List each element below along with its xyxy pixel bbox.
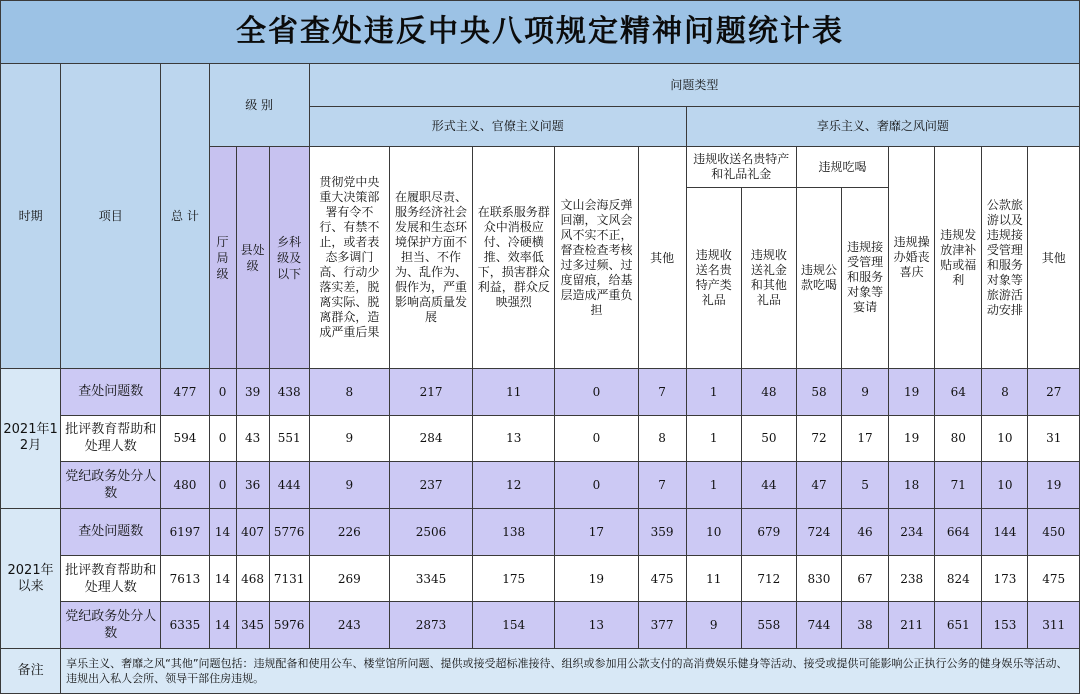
row-label: 查处问题数 [61,509,161,556]
table-cell: 377 [638,602,686,649]
table-cell: 50 [741,415,796,462]
table-cell: 67 [842,555,889,602]
table-cell: 13 [555,602,638,649]
header-gift-group: 违规收送名贵特产和礼品礼金 [686,147,796,188]
table-cell: 1 [686,462,741,509]
table-cell: 679 [741,509,796,556]
table-cell: 450 [1028,509,1080,556]
table-cell: 19 [889,415,935,462]
header-level-ting: 厅局级 [209,147,236,369]
table-cell: 10 [982,415,1028,462]
header-wedding: 违规操办婚丧喜庆 [889,147,935,369]
table-cell: 311 [1028,602,1080,649]
table-cell: 6335 [161,602,209,649]
table-cell: 43 [236,415,269,462]
header-level-xian: 县处级 [236,147,269,369]
table-cell: 0 [209,462,236,509]
table-cell: 243 [309,602,389,649]
header-formalism-other: 其他 [638,147,686,369]
table-cell: 1 [686,368,741,415]
table-cell: 477 [161,368,209,415]
table-cell: 80 [935,415,982,462]
header-period: 时期 [1,64,61,369]
header-hedonism-other: 其他 [1028,147,1080,369]
table-cell: 551 [269,415,309,462]
table-cell: 475 [1028,555,1080,602]
table-cell: 744 [796,602,841,649]
header-formalism-1: 贯彻党中央重大决策部署有令不行、有禁不止，或者表态多调门高、行动少落实差，脱离实际、脱离群众，造成严重后果 [309,147,389,369]
header-formalism-2: 在履职尽责、服务经济社会发展和生态环境保护方面不担当、不作为、乱作为、假作为，严重影响高质量发展 [389,147,472,369]
table-cell: 407 [236,509,269,556]
table-cell: 58 [796,368,841,415]
row-label: 查处问题数 [61,368,161,415]
table-cell: 1 [686,415,741,462]
table-cell: 14 [209,509,236,556]
table-cell: 438 [269,368,309,415]
period-label: 2021年以来 [1,509,61,649]
table-cell: 14 [209,602,236,649]
table-cell: 9 [686,602,741,649]
table-cell: 19 [555,555,638,602]
table-cell: 8 [982,368,1028,415]
table-cell: 138 [473,509,555,556]
note-label: 备注 [1,649,61,694]
row-label: 党纪政务处分人数 [61,462,161,509]
header-problem-type: 问题类型 [309,64,1079,107]
header-formalism-4: 文山会海反弹回潮，文风会风不实不正，督查检查考核过多过频、过度留痕，给基层造成严重负担 [555,147,638,369]
table-cell: 9 [309,462,389,509]
table-cell: 284 [389,415,472,462]
table-cell: 2506 [389,509,472,556]
header-travel: 公款旅游以及违规接受管理和服务对象等旅游活动安排 [982,147,1028,369]
table-cell: 144 [982,509,1028,556]
page-title: 全省查处违反中央八项规定精神问题统计表 [1,1,1080,64]
header-subsidy: 违规发放津补贴或福利 [935,147,982,369]
header-eat-1: 违规公款吃喝 [796,187,841,368]
header-total: 总 计 [161,64,209,369]
table-cell: 9 [842,368,889,415]
table-cell: 5776 [269,509,309,556]
table-cell: 651 [935,602,982,649]
table-cell: 154 [473,602,555,649]
table-cell: 359 [638,509,686,556]
table-cell: 724 [796,509,841,556]
table-cell: 824 [935,555,982,602]
table-cell: 594 [161,415,209,462]
header-level-xiang: 乡科级及以下 [269,147,309,369]
table-cell: 0 [209,368,236,415]
table-cell: 558 [741,602,796,649]
table-cell: 8 [309,368,389,415]
table-cell: 475 [638,555,686,602]
table-cell: 0 [555,415,638,462]
table-cell: 444 [269,462,309,509]
table-cell: 18 [889,462,935,509]
table-cell: 345 [236,602,269,649]
table-cell: 48 [741,368,796,415]
table-cell: 238 [889,555,935,602]
table-cell: 36 [236,462,269,509]
table-cell: 5976 [269,602,309,649]
table-cell: 47 [796,462,841,509]
table-cell: 2873 [389,602,472,649]
table-cell: 830 [796,555,841,602]
header-hedonism: 享乐主义、奢靡之风问题 [686,106,1079,147]
table-cell: 39 [236,368,269,415]
table-cell: 480 [161,462,209,509]
header-eat-2: 违规接受管理和服务对象等宴请 [842,187,889,368]
table-cell: 269 [309,555,389,602]
table-cell: 226 [309,509,389,556]
table-cell: 10 [982,462,1028,509]
table-cell: 217 [389,368,472,415]
table-cell: 8 [638,415,686,462]
header-item: 项目 [61,64,161,369]
table-cell: 3345 [389,555,472,602]
table-cell: 7131 [269,555,309,602]
table-cell: 173 [982,555,1028,602]
table-cell: 0 [555,462,638,509]
table-cell: 72 [796,415,841,462]
table-cell: 19 [1028,462,1080,509]
table-cell: 5 [842,462,889,509]
period-label: 2021年12月 [1,368,61,508]
header-formalism-3: 在联系服务群众中消极应付、冷硬横推、效率低下，损害群众利益，群众反映强烈 [473,147,555,369]
table-cell: 7 [638,368,686,415]
table-cell: 234 [889,509,935,556]
table-cell: 13 [473,415,555,462]
table-cell: 0 [209,415,236,462]
header-eat-group: 违规吃喝 [796,147,888,188]
table-cell: 38 [842,602,889,649]
table-cell: 7613 [161,555,209,602]
table-cell: 11 [473,368,555,415]
table-cell: 0 [555,368,638,415]
table-cell: 17 [555,509,638,556]
header-gift-1: 违规收送名贵特产类礼品 [686,187,741,368]
table-cell: 11 [686,555,741,602]
table-cell: 46 [842,509,889,556]
row-label: 批评教育帮助和处理人数 [61,415,161,462]
row-label: 批评教育帮助和处理人数 [61,555,161,602]
table-cell: 7 [638,462,686,509]
table-cell: 19 [889,368,935,415]
row-label: 党纪政务处分人数 [61,602,161,649]
table-cell: 9 [309,415,389,462]
table-cell: 31 [1028,415,1080,462]
table-cell: 6197 [161,509,209,556]
table-cell: 64 [935,368,982,415]
header-formalism: 形式主义、官僚主义问题 [309,106,686,147]
table-cell: 237 [389,462,472,509]
table-cell: 712 [741,555,796,602]
table-cell: 27 [1028,368,1080,415]
table-cell: 211 [889,602,935,649]
table-cell: 71 [935,462,982,509]
table-cell: 153 [982,602,1028,649]
header-gift-2: 违规收送礼金和其他礼品 [741,187,796,368]
note-text: 享乐主义、奢靡之风“其他”问题包括：违规配备和使用公车、楼堂馆所问题、提供或接受超标准接待、组织或参加用公款支付的高消费娱乐健身等活动、接受或提供可能影响公正执行公务的健身娱乐等活动、违规出入私人会所、领导干部住房违规。 [61,649,1080,694]
table-cell: 664 [935,509,982,556]
table-cell: 10 [686,509,741,556]
table-cell: 468 [236,555,269,602]
table-cell: 175 [473,555,555,602]
table-cell: 12 [473,462,555,509]
header-level: 级 别 [209,64,309,147]
table-cell: 14 [209,555,236,602]
table-cell: 44 [741,462,796,509]
table-cell: 17 [842,415,889,462]
